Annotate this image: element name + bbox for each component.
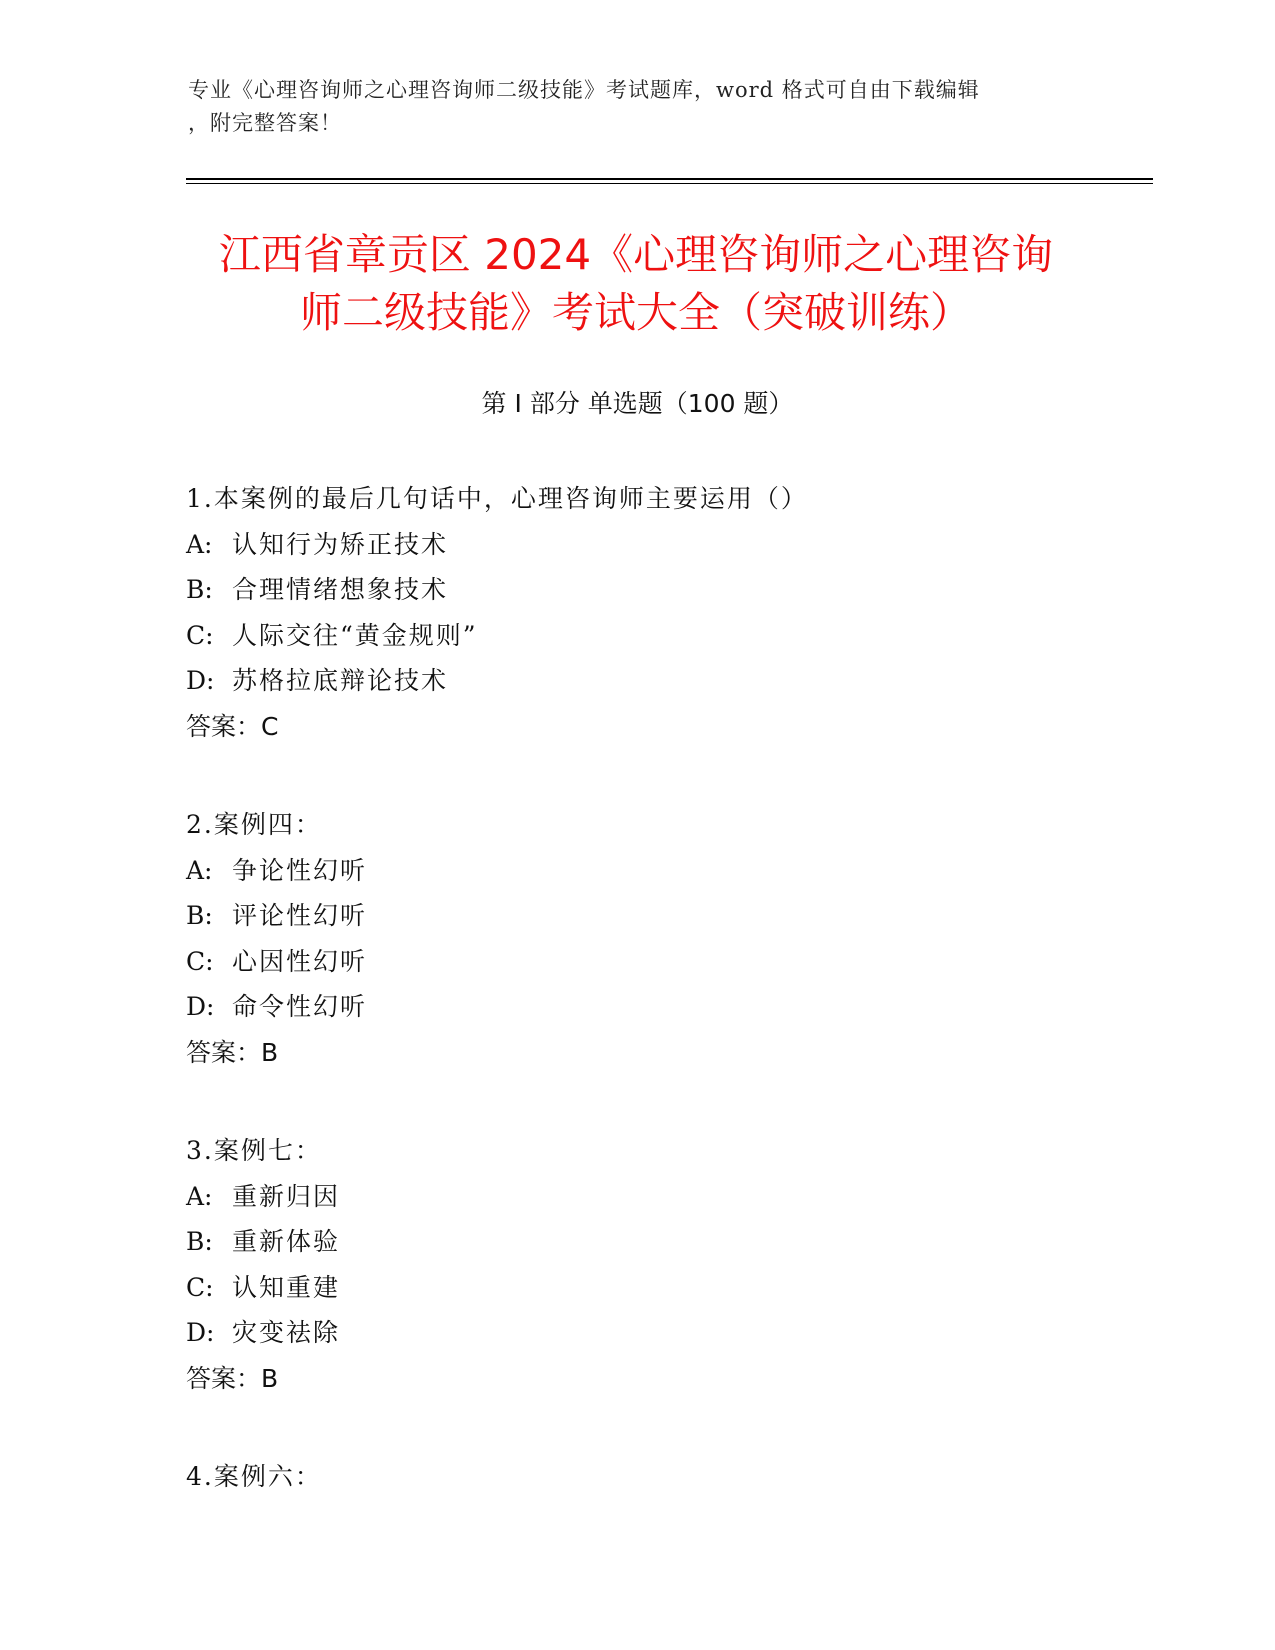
option-c [186, 939, 1146, 985]
option-letter: B: [186, 575, 213, 604]
option-letter: A: [186, 1181, 213, 1211]
option-letter: D: [186, 1318, 215, 1347]
question-stem: 2.案例四： [186, 810, 322, 839]
option-c [186, 1265, 1146, 1311]
option-a [186, 1174, 1146, 1220]
header-divider-thick [186, 178, 1153, 180]
document-title [186, 226, 1086, 342]
option-b [186, 1219, 1146, 1265]
option-text: 人际交往“黄金规则” [232, 620, 478, 650]
option-letter: C: [186, 620, 214, 650]
answer: 答案：B [186, 1363, 279, 1393]
option-b [186, 893, 1146, 939]
question-2 [186, 802, 1146, 1075]
option-text: 认知行为矫正技术 [232, 529, 449, 559]
option-d [186, 1310, 1146, 1356]
header-note [188, 74, 1068, 140]
option-text: 命令性幻听 [232, 992, 368, 1021]
option-a [186, 848, 1146, 894]
option-text: 灾变祛除 [232, 1318, 341, 1347]
option-text: 苏格拉底辩论技术 [232, 666, 449, 695]
option-letter: C: [186, 1272, 214, 1302]
option-text: 重新归因 [232, 1181, 341, 1211]
option-c [186, 613, 1146, 659]
option-text: 心因性幻听 [232, 946, 368, 976]
option-letter: A: [186, 855, 213, 885]
header-note-line-1: 专业《心理咨询师之心理咨询师二级技能》考试题库，word 格式可自由下载编辑 [188, 78, 980, 102]
option-letter: D: [186, 666, 215, 695]
question-3 [186, 1128, 1146, 1401]
header-divider-thin [186, 183, 1153, 184]
option-text: 认知重建 [232, 1272, 341, 1302]
answer: 答案：C [186, 711, 279, 741]
option-b [186, 567, 1146, 613]
option-letter: B: [186, 901, 213, 930]
document-title-line-2: 师二级技能》考试大全（突破训练） [299, 288, 972, 337]
question-stem: 4.案例六： [186, 1462, 322, 1491]
option-letter: D: [186, 992, 215, 1021]
option-letter: C: [186, 946, 214, 976]
option-text: 重新体验 [232, 1227, 341, 1256]
option-text: 评论性幻听 [232, 901, 368, 930]
question-stem: 1.本案例的最后几句话中，心理咨询师主要运用（） [186, 484, 808, 513]
option-letter: B: [186, 1227, 213, 1256]
question-4 [186, 1454, 1146, 1500]
option-d [186, 658, 1146, 704]
question-1 [186, 476, 1146, 749]
option-d [186, 984, 1146, 1030]
answer: 答案：B [186, 1037, 279, 1067]
section-heading: 第 I 部分 单选题（100 题） [481, 389, 794, 418]
option-letter: A: [186, 529, 213, 559]
question-stem: 3.案例七： [186, 1136, 322, 1165]
document-title-line-1: 江西省章贡区 2024《心理咨询师之心理咨询 [218, 230, 1054, 279]
option-text: 合理情绪想象技术 [232, 575, 449, 604]
question-list [186, 476, 1146, 1553]
option-text: 争论性幻听 [232, 855, 368, 885]
header-note-line-2: ，附完整答案！ [188, 111, 342, 135]
option-a [186, 522, 1146, 568]
